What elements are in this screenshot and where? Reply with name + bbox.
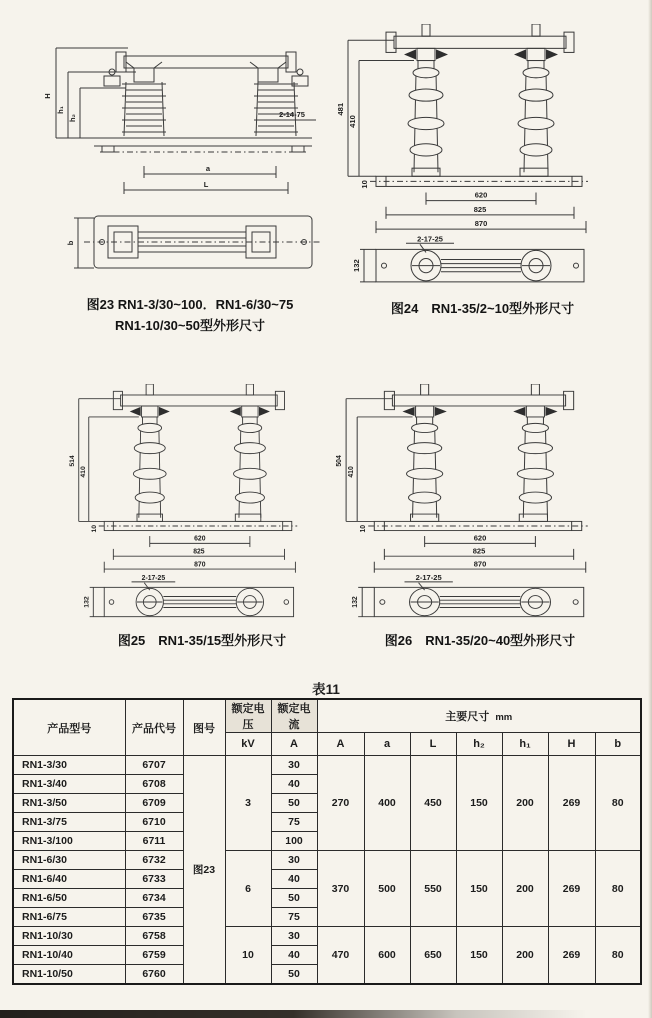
dim-label: b [66,240,75,246]
col-header-rated-voltage: 额定电压 [225,699,271,733]
col-header-dim-b: b [595,733,641,756]
table-cell: 30 [271,756,317,775]
figure-23 [40,26,332,288]
fuse-clips [130,406,270,417]
height-dimension-lines [43,48,136,138]
col-header-rated-current: 额定电流 [271,699,317,733]
table-cell: 80 [595,927,641,985]
dim-label: 132 [83,596,91,608]
table-cell: 30 [271,851,317,870]
dim-label: 620 [473,533,487,543]
table-cell: 6735 [125,908,183,927]
height-dimension-lines [336,40,414,188]
col-header-dim-h2: h₂ [456,733,502,756]
height-dimension-lines [69,399,139,533]
dim-label: 825 [473,204,487,214]
dim-label: 825 [193,548,205,556]
table-cell: 6709 [125,794,183,813]
hole-spec-label: 2-17-25 [415,573,442,582]
table-cell: 80 [595,756,641,851]
fuse-35kv-drawing [332,384,624,624]
top-view [350,573,584,616]
scan-edge-bottom [0,1010,652,1018]
table-cell: 550 [410,851,456,927]
table-cell: 470 [317,927,364,985]
table-cell: 6758 [125,927,183,946]
fuse-35kv-drawing [66,384,330,624]
main-dims-label: 主要尺寸 [445,711,490,723]
col-header-kv: kV [225,733,271,756]
table-cell: 650 [410,927,456,985]
table-cell: 269 [548,756,595,851]
table-cell: 269 [548,851,595,927]
base-plate [368,521,588,530]
fuse-clips [126,62,286,82]
insulator [518,61,554,177]
table-cell: 200 [502,927,548,985]
table-cell: RN1-6/40 [13,870,125,889]
base-plate [99,521,297,530]
height-dimension-lines [334,399,413,533]
width-dimension-lines [104,536,295,573]
base-plate [94,138,312,152]
table-cell: 6708 [125,775,183,794]
table-cell: 6711 [125,832,183,851]
table-cell: RN1-10/30 [13,927,125,946]
col-header-main-dims [317,699,641,733]
table-cell: 75 [271,813,317,832]
figure-23-caption-line2: RN1-10/30~50型外形尺寸 [115,318,265,333]
fuse-tube [384,384,573,410]
width-dimension-lines [124,164,288,194]
spec-table-body [13,756,641,985]
table-cell: 50 [271,965,317,985]
dim-label: a [205,164,211,173]
dim-label: 825 [472,546,486,556]
table-cell: 450 [410,756,456,851]
dim-label: L [203,180,209,189]
fuse-clips [404,48,558,60]
main-dims-unit: mm [495,712,513,723]
table-cell: RN1-6/50 [13,889,125,908]
dim-label: 10 [91,524,99,533]
table-cell: 150 [456,851,502,927]
table-cell: RN1-3/75 [13,813,125,832]
scan-edge-right [648,0,652,1018]
dim-label: 132 [349,596,360,608]
table-cell: 6707 [125,756,183,775]
insulator [122,82,166,136]
table-cell: 200 [502,756,548,851]
table-cell: 150 [456,927,502,985]
figure-25 [66,384,330,624]
fuse-tube [386,24,574,52]
dim-label: 410 [345,466,356,478]
dim-label: h₂ [68,114,77,122]
dim-label: 10 [360,180,369,189]
table-cell: 500 [364,851,410,927]
table-cell: 80 [595,851,641,927]
insulator [407,417,443,521]
dim-label: 620 [474,190,488,200]
top-view [84,575,294,617]
insulator [133,417,166,521]
dim-label: H [43,93,52,99]
figure-23-caption-line1: 图23 RN1-3/30~100．RN1-6/30~75 [86,297,294,312]
table-cell: 6732 [125,851,183,870]
dim-label: 410 [80,466,88,478]
insulator [254,82,298,136]
dim-label: 410 [348,115,357,128]
figure-24-caption: 图24 RN1-35/2~10型外形尺寸 [390,301,575,316]
table-cell: 200 [502,851,548,927]
base-plate [370,176,588,186]
table-cell: RN1-3/100 [13,832,125,851]
table-row [13,851,641,870]
table-cell: 75 [271,908,317,927]
fuse-clips [402,406,557,417]
insulator [517,417,553,521]
insulator [234,417,267,521]
col-header-a: A [271,733,317,756]
top-view [66,216,322,268]
table-cell: 6710 [125,813,183,832]
table-cell: 30 [271,927,317,946]
table-cell: RN1-3/40 [13,775,125,794]
table-cell: 150 [456,756,502,851]
col-header-dim-L: L [410,733,456,756]
table-cell: RN1-3/30 [13,756,125,775]
table-cell: 100 [271,832,317,851]
table-cell: 400 [364,756,410,851]
table-row [13,756,641,775]
dim-label: 620 [194,535,206,543]
dim-label: 10 [357,524,368,533]
table-cell: RN1-3/50 [13,794,125,813]
col-header-dim-a: a [364,733,410,756]
col-header-dim-h1: h₁ [502,733,548,756]
table-cell: RN1-10/50 [13,965,125,985]
table-cell: 370 [317,851,364,927]
dim-label: 504 [333,455,344,467]
table-cell: RN1-6/30 [13,851,125,870]
table-cell: 3 [225,756,271,851]
figure-25-caption: 图25 RN1-35/15型外形尺寸 [117,633,287,648]
width-dimension-lines [374,534,585,573]
figure-24 [334,24,624,290]
table-cell: 6 [225,851,271,927]
fuse-tube [116,52,296,72]
fuse-35kv-drawing [334,24,624,290]
dim-label: 870 [473,559,487,569]
figure-26 [332,384,624,624]
figure-23-caption [46,294,334,336]
dim-label: 481 [336,102,345,116]
figure-26-caption: 图26 RN1-35/20~40型外形尺寸 [384,633,576,648]
fuse-lowvoltage-drawing [40,26,332,288]
hole-spec-label: 2-17-25 [141,575,166,583]
table-cell: 600 [364,927,410,985]
fuse-tube [113,384,284,410]
table-cell: RN1-6/75 [13,908,125,927]
table-cell: 50 [271,794,317,813]
hole-spec-label: 2-14-75 [279,110,305,119]
table-row [13,927,641,946]
insulator [408,61,444,177]
top-view [352,234,584,282]
spec-table [12,698,642,985]
table-cell: 6734 [125,889,183,908]
table-cell: 40 [271,946,317,965]
col-header-product-model: 产品型号 [13,699,125,756]
table-cell: 270 [317,756,364,851]
dim-label: 514 [69,455,77,467]
hole-spec-label: 2-17-25 [417,234,443,244]
table-cell: 269 [548,927,595,985]
col-header-figure-no: 图号 [183,699,225,756]
dim-label: 132 [352,259,361,272]
table-cell: 10 [225,927,271,985]
table-cell: 6733 [125,870,183,889]
table-cell: 6760 [125,965,183,985]
table-cell: 6759 [125,946,183,965]
dim-label: h₁ [56,106,65,114]
table-cell: 50 [271,889,317,908]
table-cell: 40 [271,870,317,889]
table-title: 表11 [312,682,340,697]
dim-label: 870 [194,561,206,569]
table-cell: RN1-10/40 [13,946,125,965]
col-header-dim-A: A [317,733,364,756]
table-cell: 40 [271,775,317,794]
dim-label: 870 [474,218,488,229]
col-header-product-code: 产品代号 [125,699,183,756]
table-cell: 图23 [183,756,225,985]
width-dimension-lines [376,191,586,234]
col-header-dim-H: H [548,733,595,756]
